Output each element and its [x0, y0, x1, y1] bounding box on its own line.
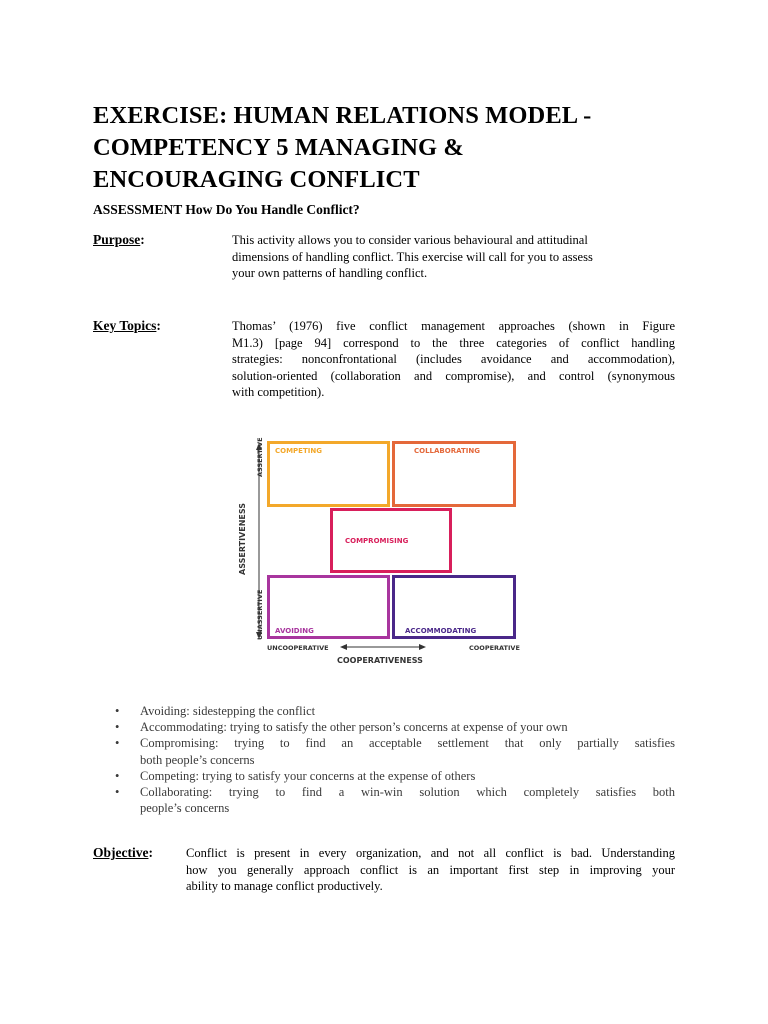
objective-text	[186, 845, 675, 895]
list-item-text: Collaborating: trying to find a win-win solution which completely satisfies both	[140, 785, 675, 800]
list-item-text: Avoiding: sidestepping the conflict	[140, 704, 316, 718]
key-topics-label-text: Key Topics	[93, 318, 157, 333]
list-item-text: both people’s concerns	[140, 752, 255, 767]
bullet-dot: •	[115, 785, 120, 800]
key-topics-line: with competition).	[232, 385, 325, 399]
key-topics-text	[232, 318, 675, 401]
accommodating-label: ACCOMMODATING	[405, 627, 477, 635]
x-axis-arrow-left	[340, 644, 347, 650]
key-topics-label	[93, 318, 161, 334]
key-topics-line: solution-oriented (collaboration and compromise), and control (synonymous	[232, 368, 675, 383]
purpose-line: This activity allows you to consider various behavioural and attitudinal	[232, 233, 588, 247]
list-item-text: Competing: trying to satisfy your concerns at the expense of others	[140, 768, 476, 783]
assessment-subtitle: ASSESSMENT How Do You Handle Conflict?	[93, 202, 360, 217]
purpose-label-text: Purpose	[93, 232, 141, 247]
title-line-1: EXERCISE: HUMAN RELATIONS MODEL -	[93, 102, 592, 129]
collaborating-label: COLLABORATING	[414, 447, 480, 455]
y-axis-bottom-label: UNASSERTIVE	[256, 589, 264, 640]
purpose-line: your own patterns of handling conflict.	[232, 266, 428, 280]
objective-line: how you generally approach conflict is an important first step in improving your	[186, 862, 675, 877]
title-line-3: ENCOURAGING CONFLICT	[93, 166, 420, 193]
conflict-modes-diagram	[233, 437, 523, 669]
bullet-dot: •	[115, 736, 120, 751]
bullet-dot: •	[115, 704, 120, 718]
y-axis-label: ASSERTIVENESS	[238, 502, 247, 575]
purpose-line: dimensions of handling conflict. This exercise will call for you to assess	[232, 249, 593, 264]
objective-line: Conflict is present in every organization, and not all conflict is bad. Understanding	[186, 846, 675, 860]
document-title	[93, 100, 693, 196]
avoiding-label: AVOIDING	[275, 627, 314, 635]
compromising-label: COMPROMISING	[345, 537, 409, 545]
key-topics-line: strategies: nonconfrontational (includes avoidance and accommodation),	[232, 352, 675, 366]
purpose-label-colon: :	[140, 232, 145, 247]
x-axis-label: COOPERATIVENESS	[337, 656, 423, 665]
list-item	[115, 735, 675, 767]
list-item	[115, 703, 675, 719]
key-topics-line: Thomas’ (1976) five conflict management approaches (shown in Figure	[232, 319, 675, 333]
title-line-2: COMPETENCY 5 MANAGING &	[93, 134, 464, 161]
objective-label-colon: :	[148, 845, 153, 860]
list-item-text: Compromising: trying to find an acceptable settlement that only partially satisfies	[140, 736, 675, 751]
x-axis-right-label: COOPERATIVE	[469, 644, 520, 652]
list-item	[115, 784, 675, 816]
y-axis-top-label: ASSERTIVE	[256, 437, 264, 477]
bullet-dot: •	[115, 720, 120, 735]
objective-label	[93, 845, 153, 861]
objective-line: ability to manage conflict productively.	[186, 879, 383, 893]
purpose-label	[93, 232, 145, 248]
list-item	[115, 768, 675, 784]
bullet-dot: •	[115, 768, 120, 783]
x-axis-arrow-right	[419, 644, 426, 650]
purpose-text	[232, 232, 675, 282]
key-topics-label-colon: :	[156, 318, 161, 333]
list-item-text: Accommodating: trying to satisfy the other person’s concerns at expense of your own	[140, 720, 568, 735]
competing-label: COMPETING	[275, 447, 322, 455]
conflict-modes-list	[115, 703, 675, 816]
list-item	[115, 719, 675, 735]
x-axis-left-label: UNCOOPERATIVE	[267, 644, 329, 652]
list-item-text: people’s concerns	[140, 801, 230, 816]
key-topics-line: M1.3) [page 94] correspond to the three categories of conflict handling	[232, 335, 675, 350]
objective-label-text: Objective	[93, 845, 149, 860]
